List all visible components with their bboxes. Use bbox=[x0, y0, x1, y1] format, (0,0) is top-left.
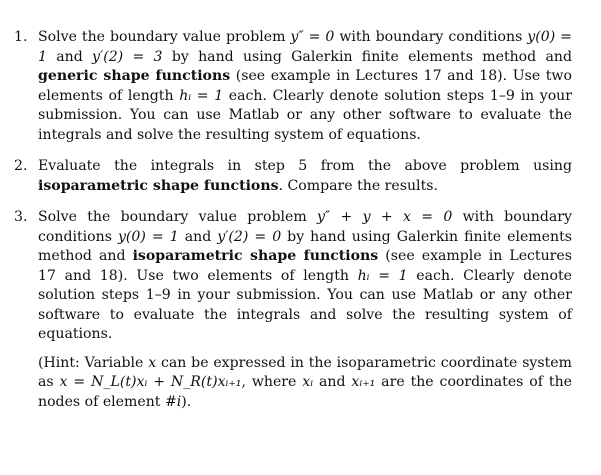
text-span: (see example in Lectures 17 and 18). Use two elements of length bbox=[38, 68, 572, 104]
text-span: Solve the boundary value problem bbox=[38, 209, 318, 225]
text-span: by hand using Galerkin finite elements method and bbox=[162, 48, 572, 65]
text-span: each. Clearly denote solution steps 1–9 in your submission. You can use Matlab or any other software to evaluate the integrals and solve the resulting system of equations. bbox=[38, 267, 573, 342]
problem-text bbox=[38, 157, 572, 196]
math-ode: y″ = 0 bbox=[290, 29, 335, 45]
bold-term: isoparametric shape functions bbox=[132, 248, 379, 264]
text-span: Evaluate the integrals in step 5 from the above problem using bbox=[38, 158, 572, 174]
text-span: with boundary conditions bbox=[334, 29, 528, 45]
text-span: with boundary conditions bbox=[38, 209, 572, 245]
problem-3 bbox=[14, 208, 572, 412]
text-span: each. Clearly denote solution steps 1–9 in your submission. You can use Matlab or any other software to evaluate the integrals and solve the resulting system of equations. bbox=[38, 87, 572, 143]
text-span: can be expressed in the isoparametric coordinate system as bbox=[38, 354, 572, 390]
text-span: (see example in Lectures 17 and 18). Use two elements of length bbox=[38, 248, 572, 284]
math-element-length: hᵢ = 1 bbox=[357, 267, 408, 284]
problem-1 bbox=[14, 28, 572, 145]
text-span: and bbox=[46, 48, 93, 65]
math-boundary-condition: y′(2) = 3 bbox=[92, 48, 163, 65]
text-span: and bbox=[178, 228, 218, 245]
problem-2 bbox=[14, 157, 572, 196]
problem-number: 3. bbox=[14, 209, 28, 225]
problem-text bbox=[38, 208, 572, 345]
text-span: Solve the boundary value problem bbox=[38, 29, 291, 45]
math-variable: x bbox=[148, 354, 157, 371]
text-span: . Compare the results. bbox=[278, 177, 438, 194]
math-boundary-condition: y(0) = 1 bbox=[117, 228, 179, 245]
math-ode: y″ + y + x = 0 bbox=[317, 209, 453, 225]
math-element-length: hᵢ = 1 bbox=[179, 87, 224, 104]
problem-text bbox=[38, 28, 572, 145]
math-boundary-condition: y(0) = 1 bbox=[38, 29, 572, 65]
math-coordinate-map: x = N_L(t)xᵢ + N_R(t)xᵢ₊₁ bbox=[59, 374, 242, 390]
math-variable: xᵢ₊₁ bbox=[351, 374, 376, 390]
text-span: ). bbox=[181, 393, 192, 410]
text-span: and bbox=[313, 374, 352, 390]
text-span: , where bbox=[241, 374, 303, 390]
math-variable: xᵢ bbox=[302, 374, 314, 390]
text-span: by hand using Galerkin finite elements method and bbox=[38, 228, 572, 264]
problem-number: 2. bbox=[14, 158, 28, 174]
text-span: are the coordinates of the nodes of element bbox=[38, 374, 572, 410]
bold-term: isoparametric shape functions bbox=[38, 177, 279, 194]
math-element-index: #i bbox=[164, 393, 182, 410]
problem-number: 1. bbox=[14, 29, 28, 45]
text-span: (Hint: Variable bbox=[38, 354, 149, 371]
bold-term: generic shape functions bbox=[38, 68, 231, 84]
hint-paragraph bbox=[38, 354, 572, 413]
math-boundary-condition: y′(2) = 0 bbox=[217, 228, 282, 245]
